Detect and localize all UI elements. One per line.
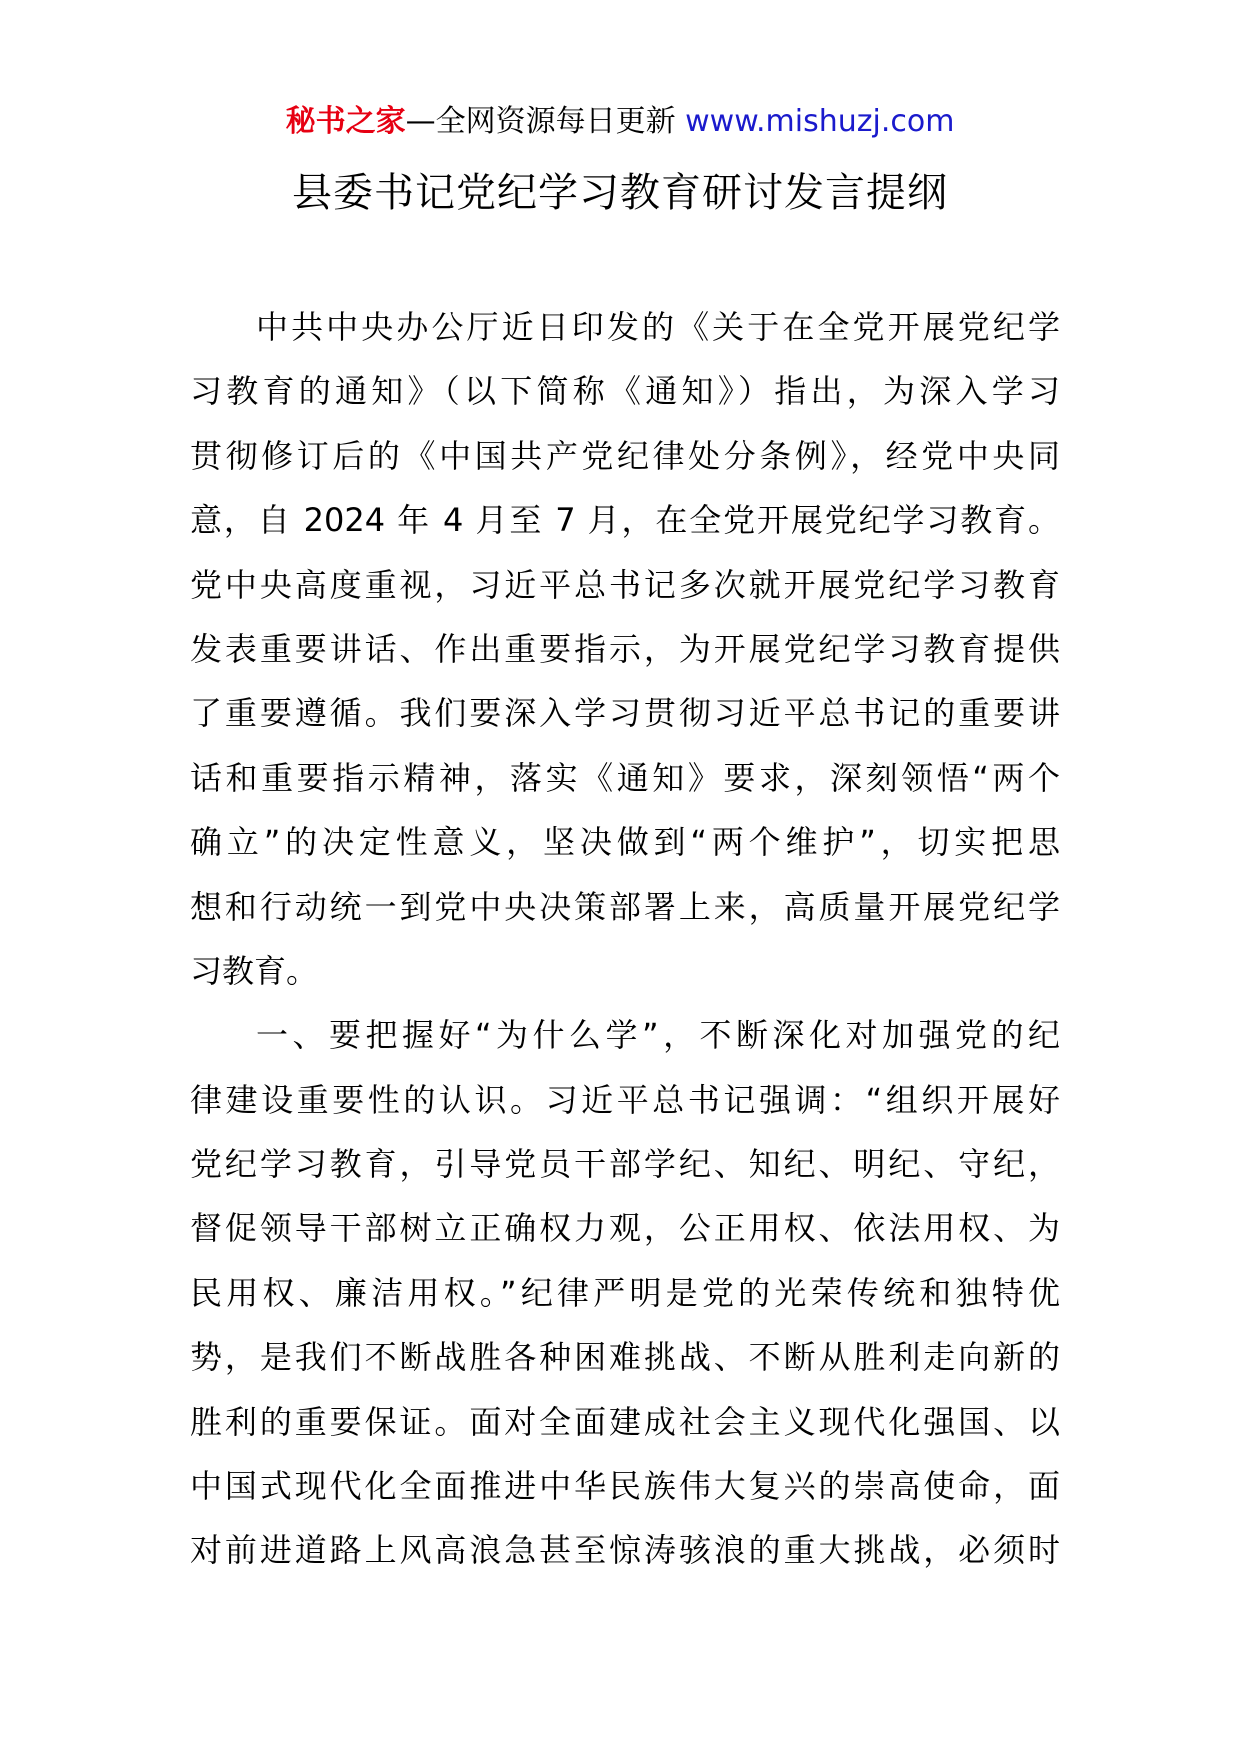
header-tagline: —全网资源每日更新	[405, 104, 686, 139]
paragraph-line: 了重要遵循。我们要深入学习贯彻习近平总书记的重要讲	[190, 694, 1060, 733]
brand-name: 秘书之家	[285, 104, 406, 139]
paragraph-line: 党中央高度重视，习近平总书记多次就开展党纪学习教育	[190, 565, 1060, 604]
site-url-link[interactable]: www.mishuzj.com	[685, 104, 955, 139]
paragraph-line: 党纪学习教育，引导党员干部学纪、知纪、明纪、守纪，	[190, 1145, 1060, 1184]
paragraph-line: 督促领导干部树立正确权力观，公正用权、依法用权、为	[190, 1209, 1060, 1248]
paragraph-line: 习教育的通知》（以下简称《通知》）指出，为深入学习	[190, 372, 1060, 411]
paragraph-line: 胜利的重要保证。面对全面建成社会主义现代化强国、以	[190, 1402, 1060, 1441]
document-body	[190, 295, 1060, 1583]
paragraph-line: 想和行动统一到党中央决策部署上来，高质量开展党纪学	[190, 887, 1060, 926]
paragraph-line: 习教育。	[190, 951, 319, 990]
paragraph-line: 中共中央办公厅近日印发的《关于在全党开展党纪学	[256, 308, 1060, 346]
paragraph-line: 意，自 2024 年 4 月至 7 月，在全党开展党纪学习教育。	[190, 501, 1060, 540]
paragraph-line: 民用权、廉洁用权。”纪律严明是党的光荣传统和独特优	[190, 1273, 1060, 1312]
paragraph-line: 中国式现代化全面推进中华民族伟大复兴的崇高使命，面	[190, 1467, 1060, 1506]
paragraph-line: 势，是我们不断战胜各种困难挑战、不断从胜利走向新的	[190, 1338, 1060, 1377]
site-header	[0, 100, 1240, 144]
paragraph-line: 贯彻修订后的《中国共产党纪律处分条例》，经党中央同	[190, 436, 1060, 475]
paragraph-line: 确立”的决定性意义，坚决做到“两个维护”，切实把思	[190, 823, 1060, 862]
paragraph-line: 一、要把握好“为什么学”，不断深化对加强党的纪	[256, 1016, 1060, 1055]
paragraph-line: 对前进道路上风高浪急甚至惊涛骇浪的重大挑战，必须时	[190, 1531, 1060, 1570]
paragraph-line: 话和重要指示精神，落实《通知》要求，深刻领悟“两个	[190, 758, 1060, 797]
paragraph-line: 律建设重要性的认识。习近平总书记强调：“组织开展好	[190, 1080, 1060, 1119]
document-title: 县委书记党纪学习教育研讨发言提纲	[292, 170, 948, 216]
paragraph-line: 发表重要讲话、作出重要指示，为开展党纪学习教育提供	[190, 629, 1060, 668]
